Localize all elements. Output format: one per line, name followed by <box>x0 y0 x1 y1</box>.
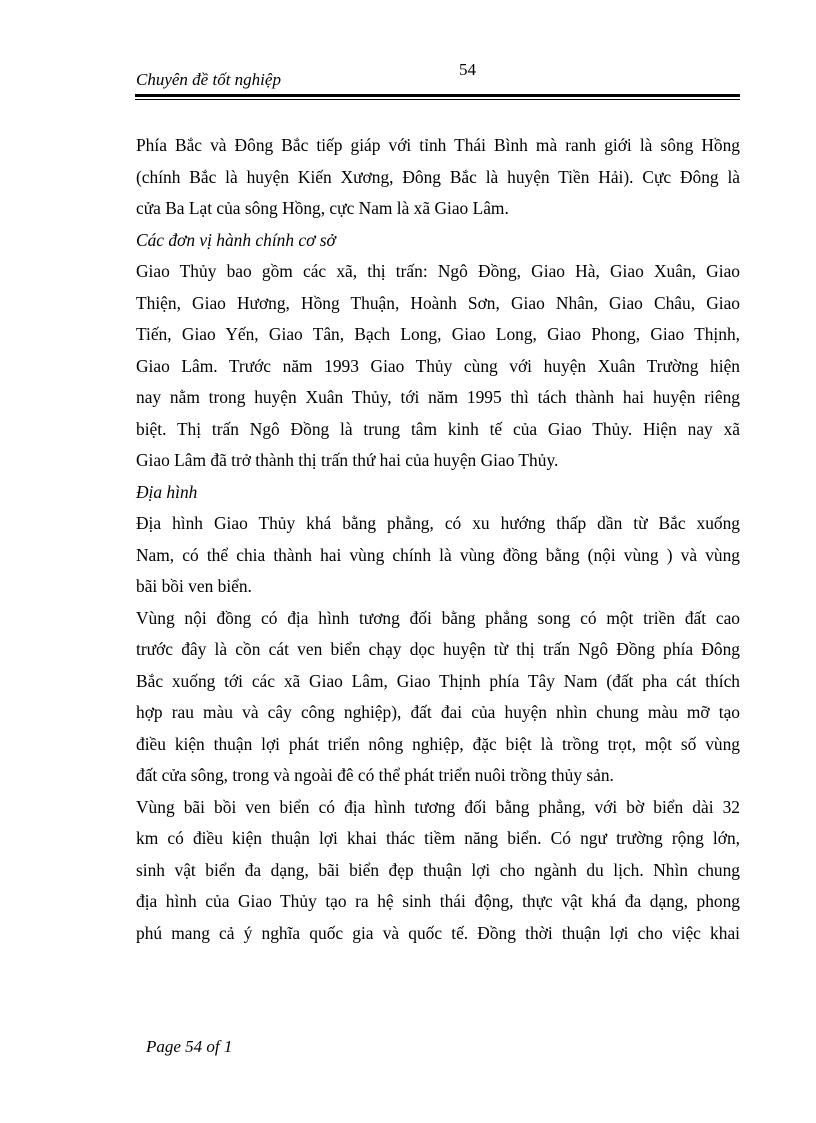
text-line: nay nằm trong huyện Xuân Thủy, tới năm 1995 thì tách thành hai huyện riêng <box>136 387 740 407</box>
text-line: trước đây là cồn cát ven biển chạy dọc huyện từ thị trấn Ngô Đồng phía Đông <box>136 639 740 659</box>
text-line: điều kiện thuận lợi phát triển nông nghiệp, đặc biệt là trồng trọt, một số vùng <box>136 733 740 754</box>
text-line: phú mang cả ý nghĩa quốc gia và quốc tế. Đồng thời thuận lợi cho việc khai <box>136 922 740 943</box>
text-line: Nam, có thể chia thành hai vùng chính là vùng đồng bằng (nội vùng ) và vùng <box>136 544 740 565</box>
text-line: Giao Lâm. Trước năm 1993 Giao Thủy cùng với huyện Xuân Trường hiện <box>136 355 740 376</box>
footer-page-label: Page 54 of 1 <box>146 1037 233 1056</box>
text-line: cửa Ba Lạt của sông Hồng, cực Nam là xã Giao Lâm. <box>136 198 509 218</box>
header-title: Chuyên đề tốt nghiệp <box>136 70 281 89</box>
text-line: km có điều kiện thuận lợi khai thác tiềm năng biển. Có ngư trường rộng lớn, <box>136 828 740 848</box>
text-line: Vùng nội đồng có địa hình tương đối bằng phẳng song có một triền đất cao <box>136 607 740 628</box>
text-line: hợp rau màu và cây công nghiệp), đất đai của huyện nhìn chung màu mỡ tạo <box>136 702 740 722</box>
text-line: (chính Bắc là huyện Kiến Xương, Đông Bắc là huyện Tiền Hải). Cực Đông là <box>136 166 740 187</box>
text-line: Giao Thủy bao gồm các xã, thị trấn: Ngô Đồng, Giao Hà, Giao Xuân, Giao <box>136 261 740 281</box>
text-line: Tiến, Giao Yến, Giao Tân, Bạch Long, Giao Long, Giao Phong, Giao Thịnh, <box>136 324 740 344</box>
text-line: địa hình của Giao Thủy tạo ra hệ sinh thái động, thực vật khá đa dạng, phong <box>136 891 740 911</box>
text-line: đất cửa sông, trong và ngoài đê có thể phát triển nuôi trồng thủy sản. <box>136 765 614 785</box>
text-line: Địa hình Giao Thủy khá bằng phẳng, có xu hướng thấp dần từ Bắc xuống <box>136 513 740 533</box>
header-rule-thick <box>135 94 740 97</box>
page-number: 54 <box>459 60 476 79</box>
text-line: biệt. Thị trấn Ngô Đồng là trung tâm kinh tế của Giao Thủy. Hiện nay xã <box>136 418 740 439</box>
text-line: Vùng bãi bồi ven biển có địa hình tương đối bằng phẳng, với bờ biển dài 32 <box>136 796 740 817</box>
text-line: Thiện, Giao Hương, Hồng Thuận, Hoành Sơn, Giao Nhân, Giao Châu, Giao <box>136 292 740 313</box>
header-rule-thin <box>135 99 740 100</box>
section-heading: Địa hình <box>136 481 198 502</box>
text-line: bãi bồi ven biển. <box>136 576 252 596</box>
text-line: sinh vật biển đa dạng, bãi biển đẹp thuận lợi cho ngành du lịch. Nhìn chung <box>136 859 740 880</box>
body-text <box>136 130 740 949</box>
text-line: Giao Lâm đã trở thành thị trấn thứ hai của huyện Giao Thủy. <box>136 450 559 470</box>
section-heading: Các đơn vị hành chính cơ sở <box>136 229 336 250</box>
text-line: Bắc xuống tới các xã Giao Lâm, Giao Thịnh phía Tây Nam (đất pha cát thích <box>136 670 740 691</box>
text-line: Phía Bắc và Đông Bắc tiếp giáp với tỉnh Thái Bình mà ranh giới là sông Hồng <box>136 135 740 155</box>
